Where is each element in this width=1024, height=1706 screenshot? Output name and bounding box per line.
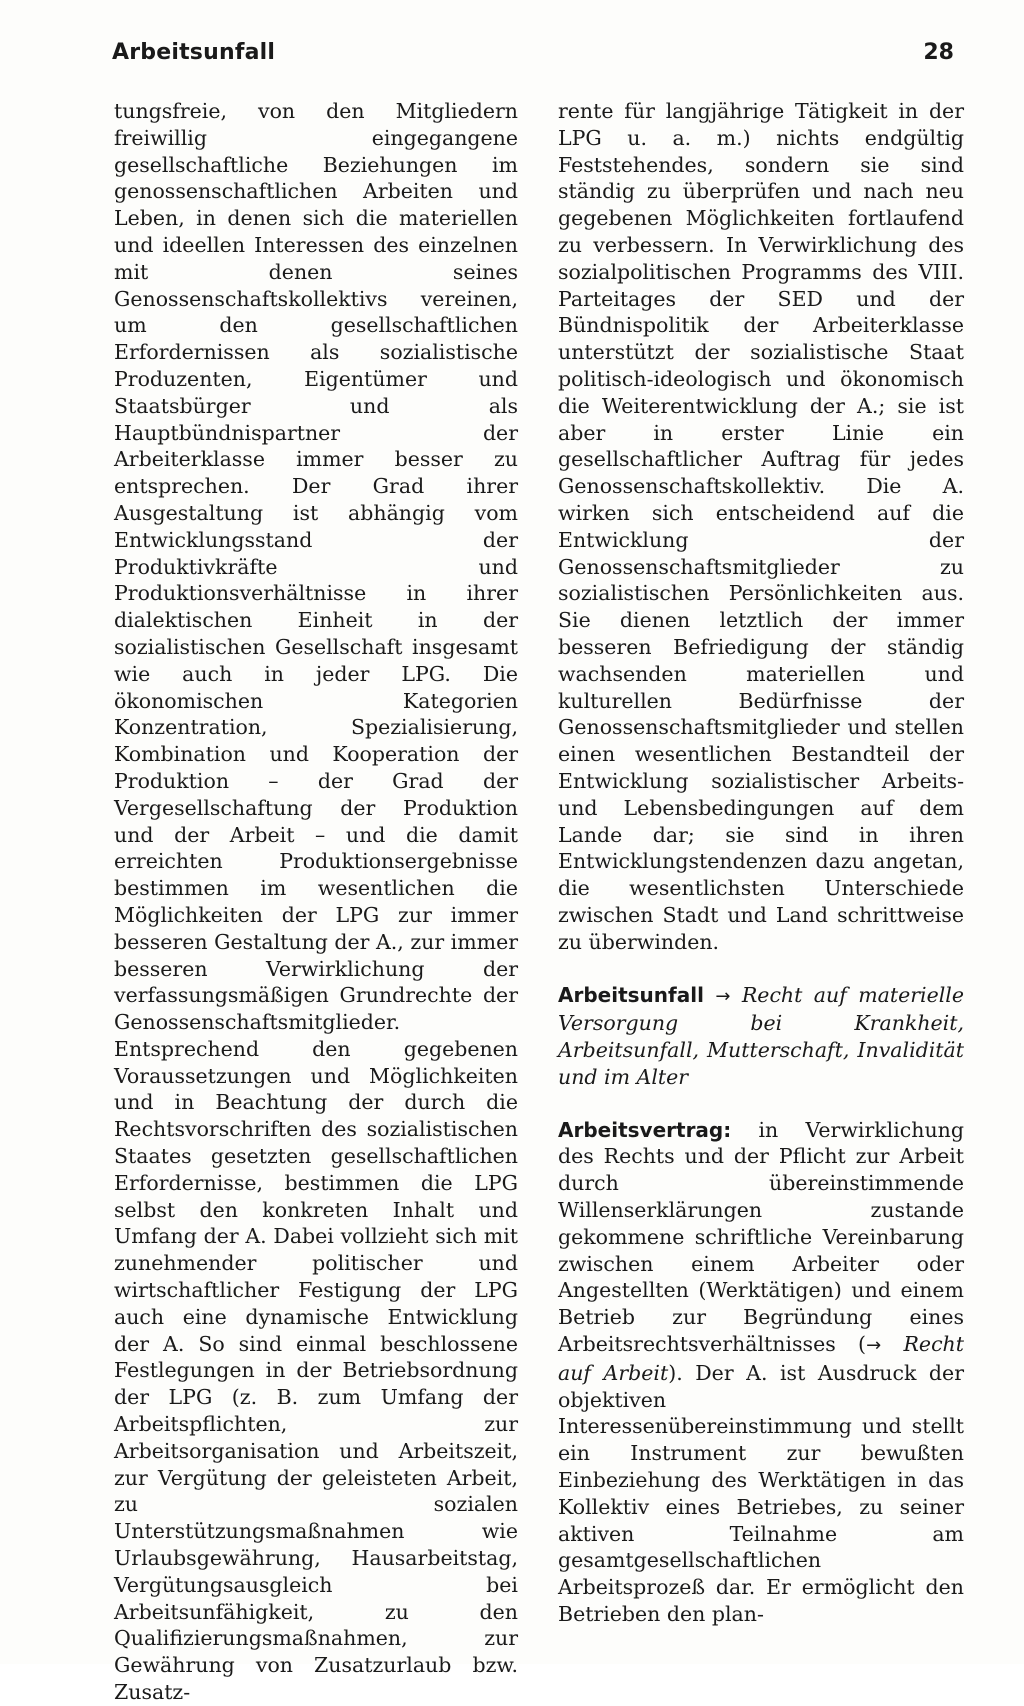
cross-reference: Recht auf Arbeit (558, 1332, 964, 1385)
page-number: 28 (923, 40, 954, 65)
entry-arbeitsvertrag (558, 1117, 964, 1628)
entry-arbeitsunfall (558, 982, 964, 1091)
cross-reference: Recht auf materielle Versorgung bei Krankheit, Arbeitsunfall, Mutterschaft, Invalidität und im Alter (558, 982, 964, 1089)
running-head: Arbeitsunfall (112, 40, 276, 65)
right-column (558, 98, 964, 1628)
cross-reference-arrow-icon: → (866, 1335, 882, 1357)
right-column-continuation: rente für langjährige Tätigkeit in der LPG u. a. m.) nichts endgültig Feststehendes, sondern sie sind ständig zu überprüfen und nach neu gegebenen Möglichkeiten fortlaufend zu verbessern. In Verwirklichung des sozialpolitischen Programms des VIII. Parteitages der SED und der Bündnispolitik der Arbeiterklasse unterstützt der sozialistische Staat politisch-ideologisch und ökonomisch die Weiterentwicklung der A.; sie ist aber in erster Linie ein gesellschaftlicher Auftrag für jedes Genossenschaftskollektiv. Die A. wirken sich entscheidend auf die Entwicklung der Genossenschaftsmitglieder zu sozialistischen Persönlichkeiten aus. Sie dienen letztlich der immer besseren Befriedigung der ständig wachsenden materiellen und kulturellen Bedürfnisse der Genossenschaftsmitglieder und stellen einen wesentlichen Bestandteil der Entwicklung sozialistischer Arbeits- und Lebensbedingungen auf dem Lande dar; sie sind in ihren Entwicklungstendenzen dazu angetan, die wesentlichsten Unterschiede zwischen Stadt und Land schrittweise zu überwinden. (558, 99, 964, 954)
entry-text: ). Der A. ist Ausdruck der objektiven Interessenübereinstimmung und stellt ein Instrument zur bewußten Einbeziehung des Werktätigen in das Kollektiv eines Betriebes, zu seiner aktiven Teilnahme am gesamtgesellschaftlichen Arbeitsprozeß dar. Er ermöglicht den Betrieben den plan- (558, 1360, 964, 1627)
entry-text: in Verwirklichung des Rechts und der Pflicht zur Arbeit durch übereinstimmende Willenserklärungen zustande gekommene schriftliche Vereinbarung zwischen einem Arbeiter oder Angestellten (Werktätigen) und einem Betrieb zur Begründung eines Arbeitsrechtsverhältnisses ( (558, 1117, 964, 1357)
cross-reference-arrow-icon: → (715, 985, 731, 1007)
entry-headword: Arbeitsvertrag: (558, 1117, 732, 1142)
left-column-text: tungsfreie, von den Mitgliedern freiwillig eingegangene gesellschaftliche Beziehungen im genossenschaftlichen Arbeiten und Leben, in denen sich die materiellen und ideellen Interessen des einzelnen mit denen seines Genossenschaftskollektivs vereinen, um den gesellschaftlichen Erfordernissen als sozialistische Produzenten, Eigentümer und Staatsbürger und als Hauptbündnispartner der Arbeiterklasse immer besser zu entsprechen. Der Grad ihrer Ausgestaltung ist abhängig vom Entwicklungsstand der Produktivkräfte und Produktionsverhältnisse in ihrer dialektischen Einheit in der sozialistischen Gesellschaft insgesamt wie auch in jeder LPG. Die ökonomischen Kategorien Konzentration, Spezialisierung, Kombination und Kooperation der Produktion – der Grad der Vergesellschaftung der Produktion und der Arbeit – und die damit erreichten Produktionsergebnisse bestimmen im wesentlichen die Möglichkeiten der LPG zur immer besseren Gestaltung der A., zur immer besseren Verwirklichung der verfassungsmäßigen Grundrechte der Genossenschaftsmitglieder. Entsprechend den gegebenen Voraussetzungen und Möglichkeiten und in Beachtung der durch die Rechtsvorschriften des sozialistischen Staates gesetzten gesellschaftlichen Erfordernisse, bestimmen die LPG selbst den konkreten Inhalt und Umfang der A. Dabei vollzieht sich mit zunehmender politischer und wirtschaftlicher Festigung der LPG auch eine dynamische Entwicklung der A. So sind einmal beschlossene Festlegungen in der Betriebsordnung der LPG (z. B. zum Umfang der Arbeitspflichten, zur Arbeitsorganisation und Arbeitszeit, zur Vergütung der geleisteten Arbeit, zu sozialen Unterstützungsmaßnahmen wie Urlaubsgewährung, Hausarbeitstag, Vergütungsausgleich bei Arbeitsunfähigkeit, zu den Qualifizierungsmaßnahmen, zur Gewährung von Zusatzurlaub bzw. Zusatz- (114, 99, 519, 1705)
left-column (114, 98, 518, 1706)
entry-headword: Arbeitsunfall (558, 982, 704, 1007)
